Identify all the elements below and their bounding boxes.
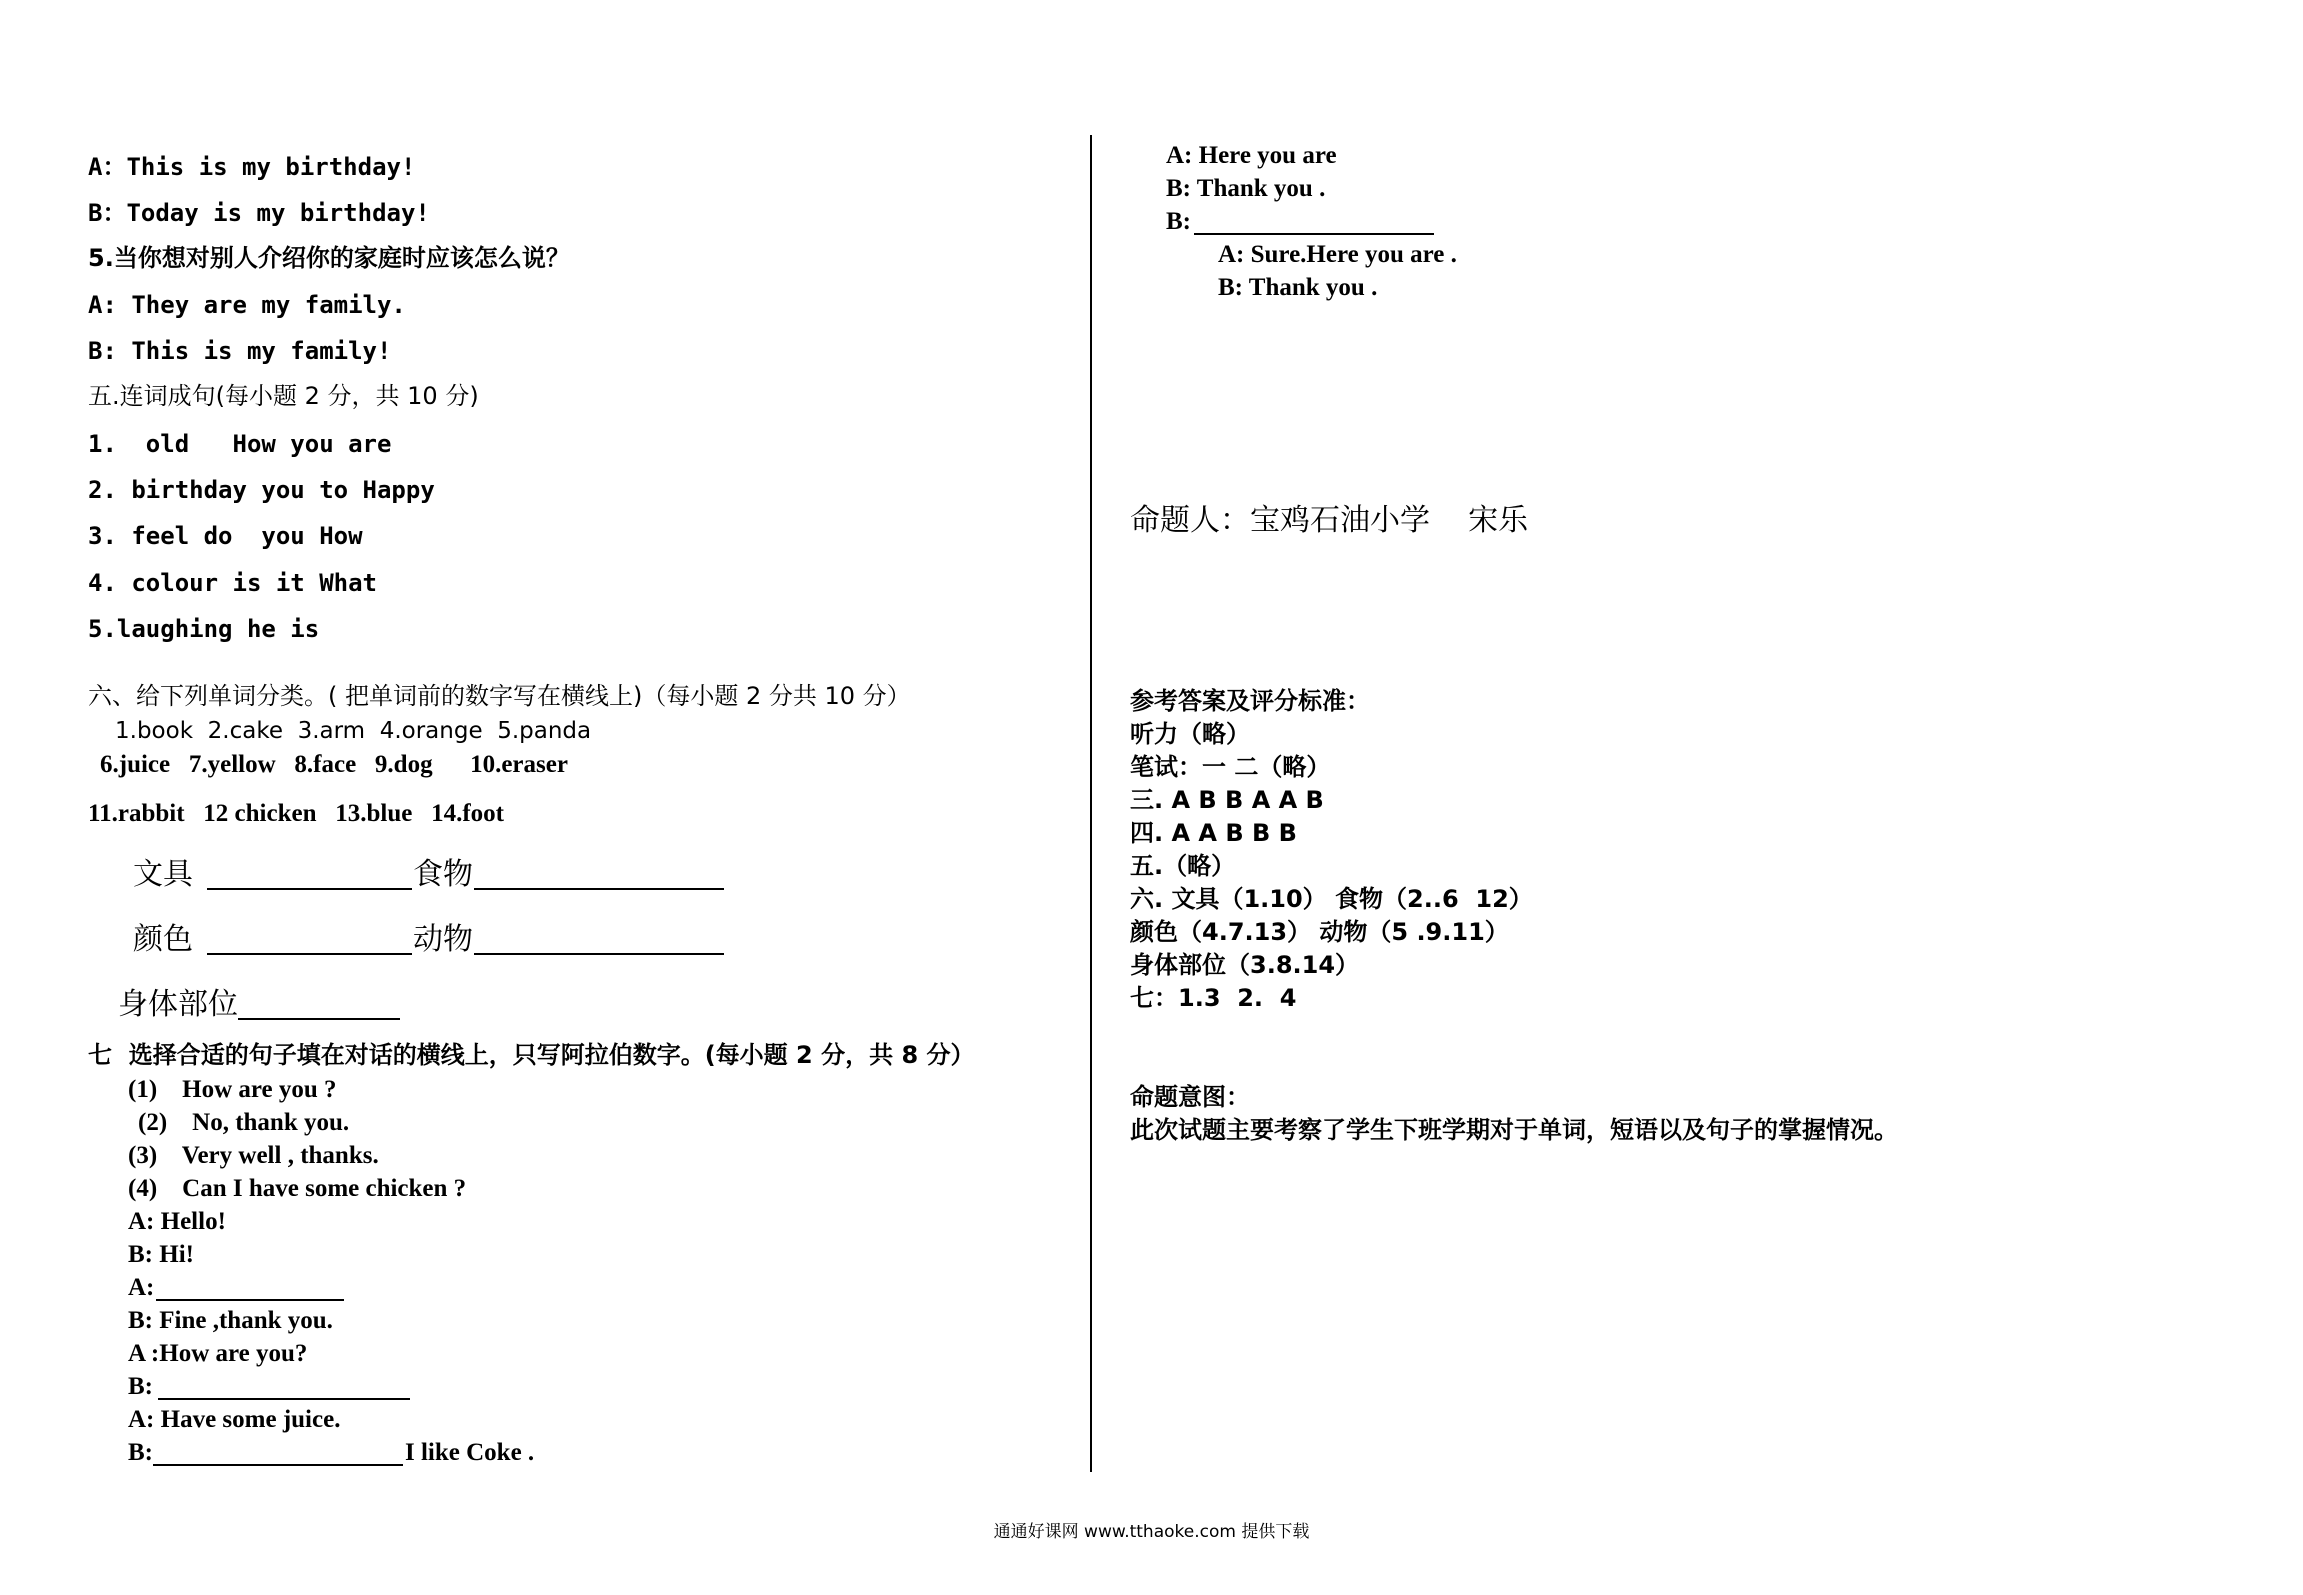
dialog-line: A: Have some juice. [128, 1406, 341, 1433]
q5-option-b: B: This is my family! [88, 337, 392, 365]
category-animal-blank[interactable] [474, 953, 724, 955]
section5-item: 5.laughing he is [88, 615, 320, 643]
dialog-line: A: Hello! [128, 1208, 226, 1235]
intent-text: 此次试题主要考察了学生下班学期对于单词，短语以及句子的掌握情况。 [1130, 1116, 1898, 1144]
section7-option: (2) No, thank you. [138, 1109, 350, 1136]
answer-line: 四. A A B B B [1130, 819, 1297, 847]
answers-title: 参考答案及评分标准： [1130, 687, 1370, 715]
column-divider [1090, 135, 1092, 1472]
section7-title: 七 选择合适的句子填在对话的横线上，只写阿拉伯数字。(每小题 2 分，共 8 分） [88, 1041, 975, 1069]
section5-item: 2. birthday you to Happy [88, 476, 435, 504]
answer-line: 笔试：一 二（略） [1130, 753, 1331, 781]
dialog-line: B: [128, 1439, 153, 1466]
dialog-indent-line: B: Thank you . [1218, 274, 1378, 301]
dialog-line: A: [128, 1274, 155, 1301]
section6-title: 六、给下列单词分类。( 把单词前的数字写在横线上)（每小题 2 分共 10 分） [88, 682, 911, 710]
section5-item: 3. feel do you How [88, 522, 363, 550]
section5-item: 4. colour is it What [88, 569, 377, 597]
category-color-blank[interactable] [207, 953, 412, 955]
answer-line: 听力（略） [1130, 720, 1250, 748]
q4-option-b: B：Today is my birthday! [88, 199, 430, 227]
answer-line: 颜色（4.7.13） 动物（5 .9.11） [1130, 918, 1509, 946]
section6-words-row3: 11.rabbit 12 chicken 13.blue 14.foot [88, 800, 504, 827]
answer-line: 六. 文具（1.10） 食物（2..6 12） [1130, 885, 1533, 913]
category-body-blank[interactable] [238, 1018, 400, 1020]
q5-option-a: A: They are my family. [88, 291, 406, 319]
section5-item: 1. old How you are [88, 430, 392, 458]
answer-line: 三. A B B A A B [1130, 786, 1324, 814]
section7-option: (1) How are you ? [128, 1076, 337, 1103]
dialog-line: A :How are you? [128, 1340, 308, 1367]
dialog-cont-line: A: Here you are [1166, 142, 1337, 169]
dialog-indent-line: A: Sure.Here you are . [1218, 241, 1457, 268]
category-food-label: 食物 [413, 857, 473, 892]
answer-line: 七：1.3 2. 4 [1130, 984, 1297, 1012]
dialog-cont-line: B: Thank you . [1166, 175, 1326, 202]
category-food-blank[interactable] [474, 888, 724, 890]
dialog-cont-line: B: [1166, 208, 1191, 235]
dialog-blank[interactable] [158, 1398, 410, 1400]
section5-title: 五.连词成句(每小题 2 分，共 10 分) [88, 382, 479, 410]
answer-line: 身体部位（3.8.14） [1130, 951, 1360, 979]
section7-option: (3) Very well , thanks. [128, 1142, 379, 1169]
dialog-line-tail: I like Coke . [405, 1439, 535, 1466]
dialog-line: B: Hi! [128, 1241, 194, 1268]
category-stationery-blank[interactable] [207, 888, 412, 890]
q5-question: 5.当你想对别人介绍你的家庭时应该怎么说？ [88, 244, 570, 272]
dialog-line: B: [128, 1373, 160, 1400]
page-footer: 通通好课网 www.tthaoke.com 提供下载 [993, 1522, 1310, 1542]
dialog-blank[interactable] [1194, 233, 1434, 235]
author-line: 命题人：宝鸡石油小学 宋乐 [1130, 503, 1529, 538]
answer-line: 五.（略） [1130, 852, 1236, 880]
section7-option: (4) Can I have some chicken ? [128, 1175, 467, 1202]
category-animal-label: 动物 [413, 922, 473, 957]
section6-words-row2: 6.juice 7.yellow 8.face 9.dog 10.eraser [100, 751, 568, 778]
section6-words-row1: 1.book 2.cake 3.arm 4.orange 5.panda [115, 718, 592, 744]
category-stationery-label: 文具 [133, 857, 193, 892]
category-body-label: 身体部位 [118, 987, 238, 1022]
intent-title: 命题意图： [1130, 1083, 1250, 1111]
dialog-blank[interactable] [153, 1464, 403, 1466]
category-color-label: 颜色 [133, 922, 193, 957]
dialog-line: B: Fine ,thank you. [128, 1307, 333, 1334]
dialog-blank[interactable] [156, 1299, 344, 1301]
q4-option-a: A：This is my birthday! [88, 153, 416, 181]
